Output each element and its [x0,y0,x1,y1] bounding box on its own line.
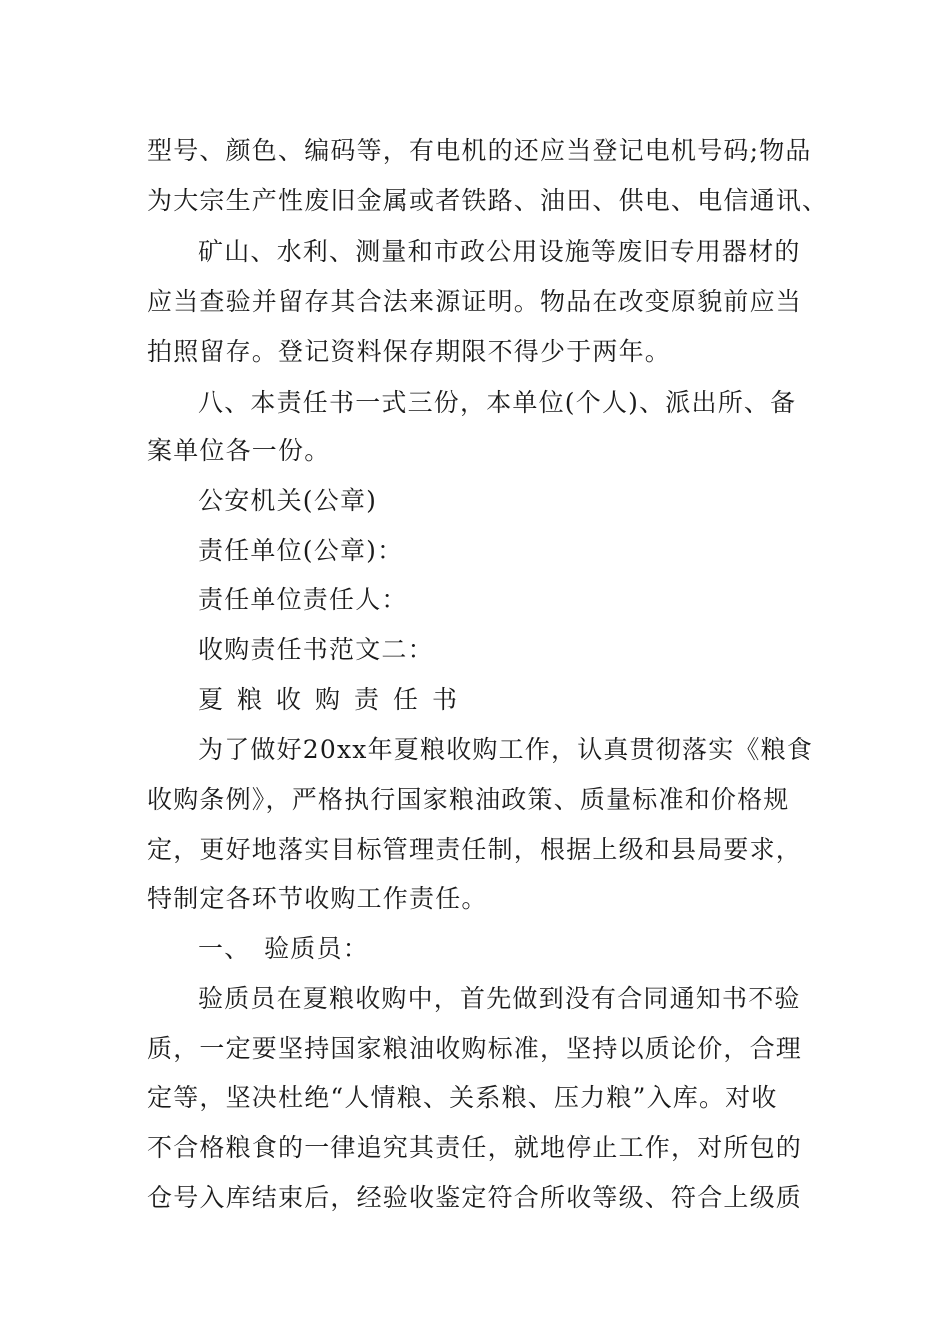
text-line: 案单位各一份。 [147,436,331,465]
text-line: 为了做好20xx年夏粮收购工作，认真贯彻落实《粮食 [198,735,814,764]
text-line: 仓号入库结束后，经验收鉴定符合所收等级、符合上级质 [147,1183,803,1212]
text-line: 质，一定要坚持国家粮油收购标准，坚持以质论价，合理 [147,1034,803,1063]
document-heading: 夏粮收购责任书 [198,685,472,714]
signature-unit: 责任单位(公章)： [198,536,404,565]
text-line: 型号、颜色、编码等，有电机的还应当登记电机号码;物品 [147,136,812,165]
text-line: 验质员在夏粮收购中，首先做到没有合同通知书不验 [198,984,801,1013]
text-line: 矿山、水利、测量和市政公用设施等废旧专用器材的 [198,237,801,266]
section-title: 收购责任书范文二： [198,635,434,664]
text-line: 不合格粮食的一律追究其责任，就地停止工作，对所包的 [147,1133,803,1162]
text-line: 为大宗生产性废旧金属或者铁路、油田、供电、电信通讯、 [147,186,829,215]
text-line: 定等，坚决杜绝“人情粮、关系粮、压力粮”入库。对收 [147,1083,778,1112]
text-line: 定，更好地落实目标管理责任制，根据上级和县局要求， [147,835,803,864]
signature-responsible-person: 责任单位责任人： [198,585,408,614]
text-line: 收购条例》，严格执行国家粮油政策、质量标准和价格规 [147,785,790,814]
text-line: 八、本责任书一式三份，本单位(个人)、派出所、备 [198,388,797,417]
text-line: 特制定各环节收购工作责任。 [147,884,488,913]
signature-police: 公安机关(公章) [198,486,378,515]
text-line: 应当查验并留存其合法来源证明。物品在改变原貌前应当 [147,287,803,316]
text-line: 拍照留存。登记资料保存期限不得少于两年。 [147,337,672,366]
subsection-title: 一、 验质员： [198,934,369,963]
